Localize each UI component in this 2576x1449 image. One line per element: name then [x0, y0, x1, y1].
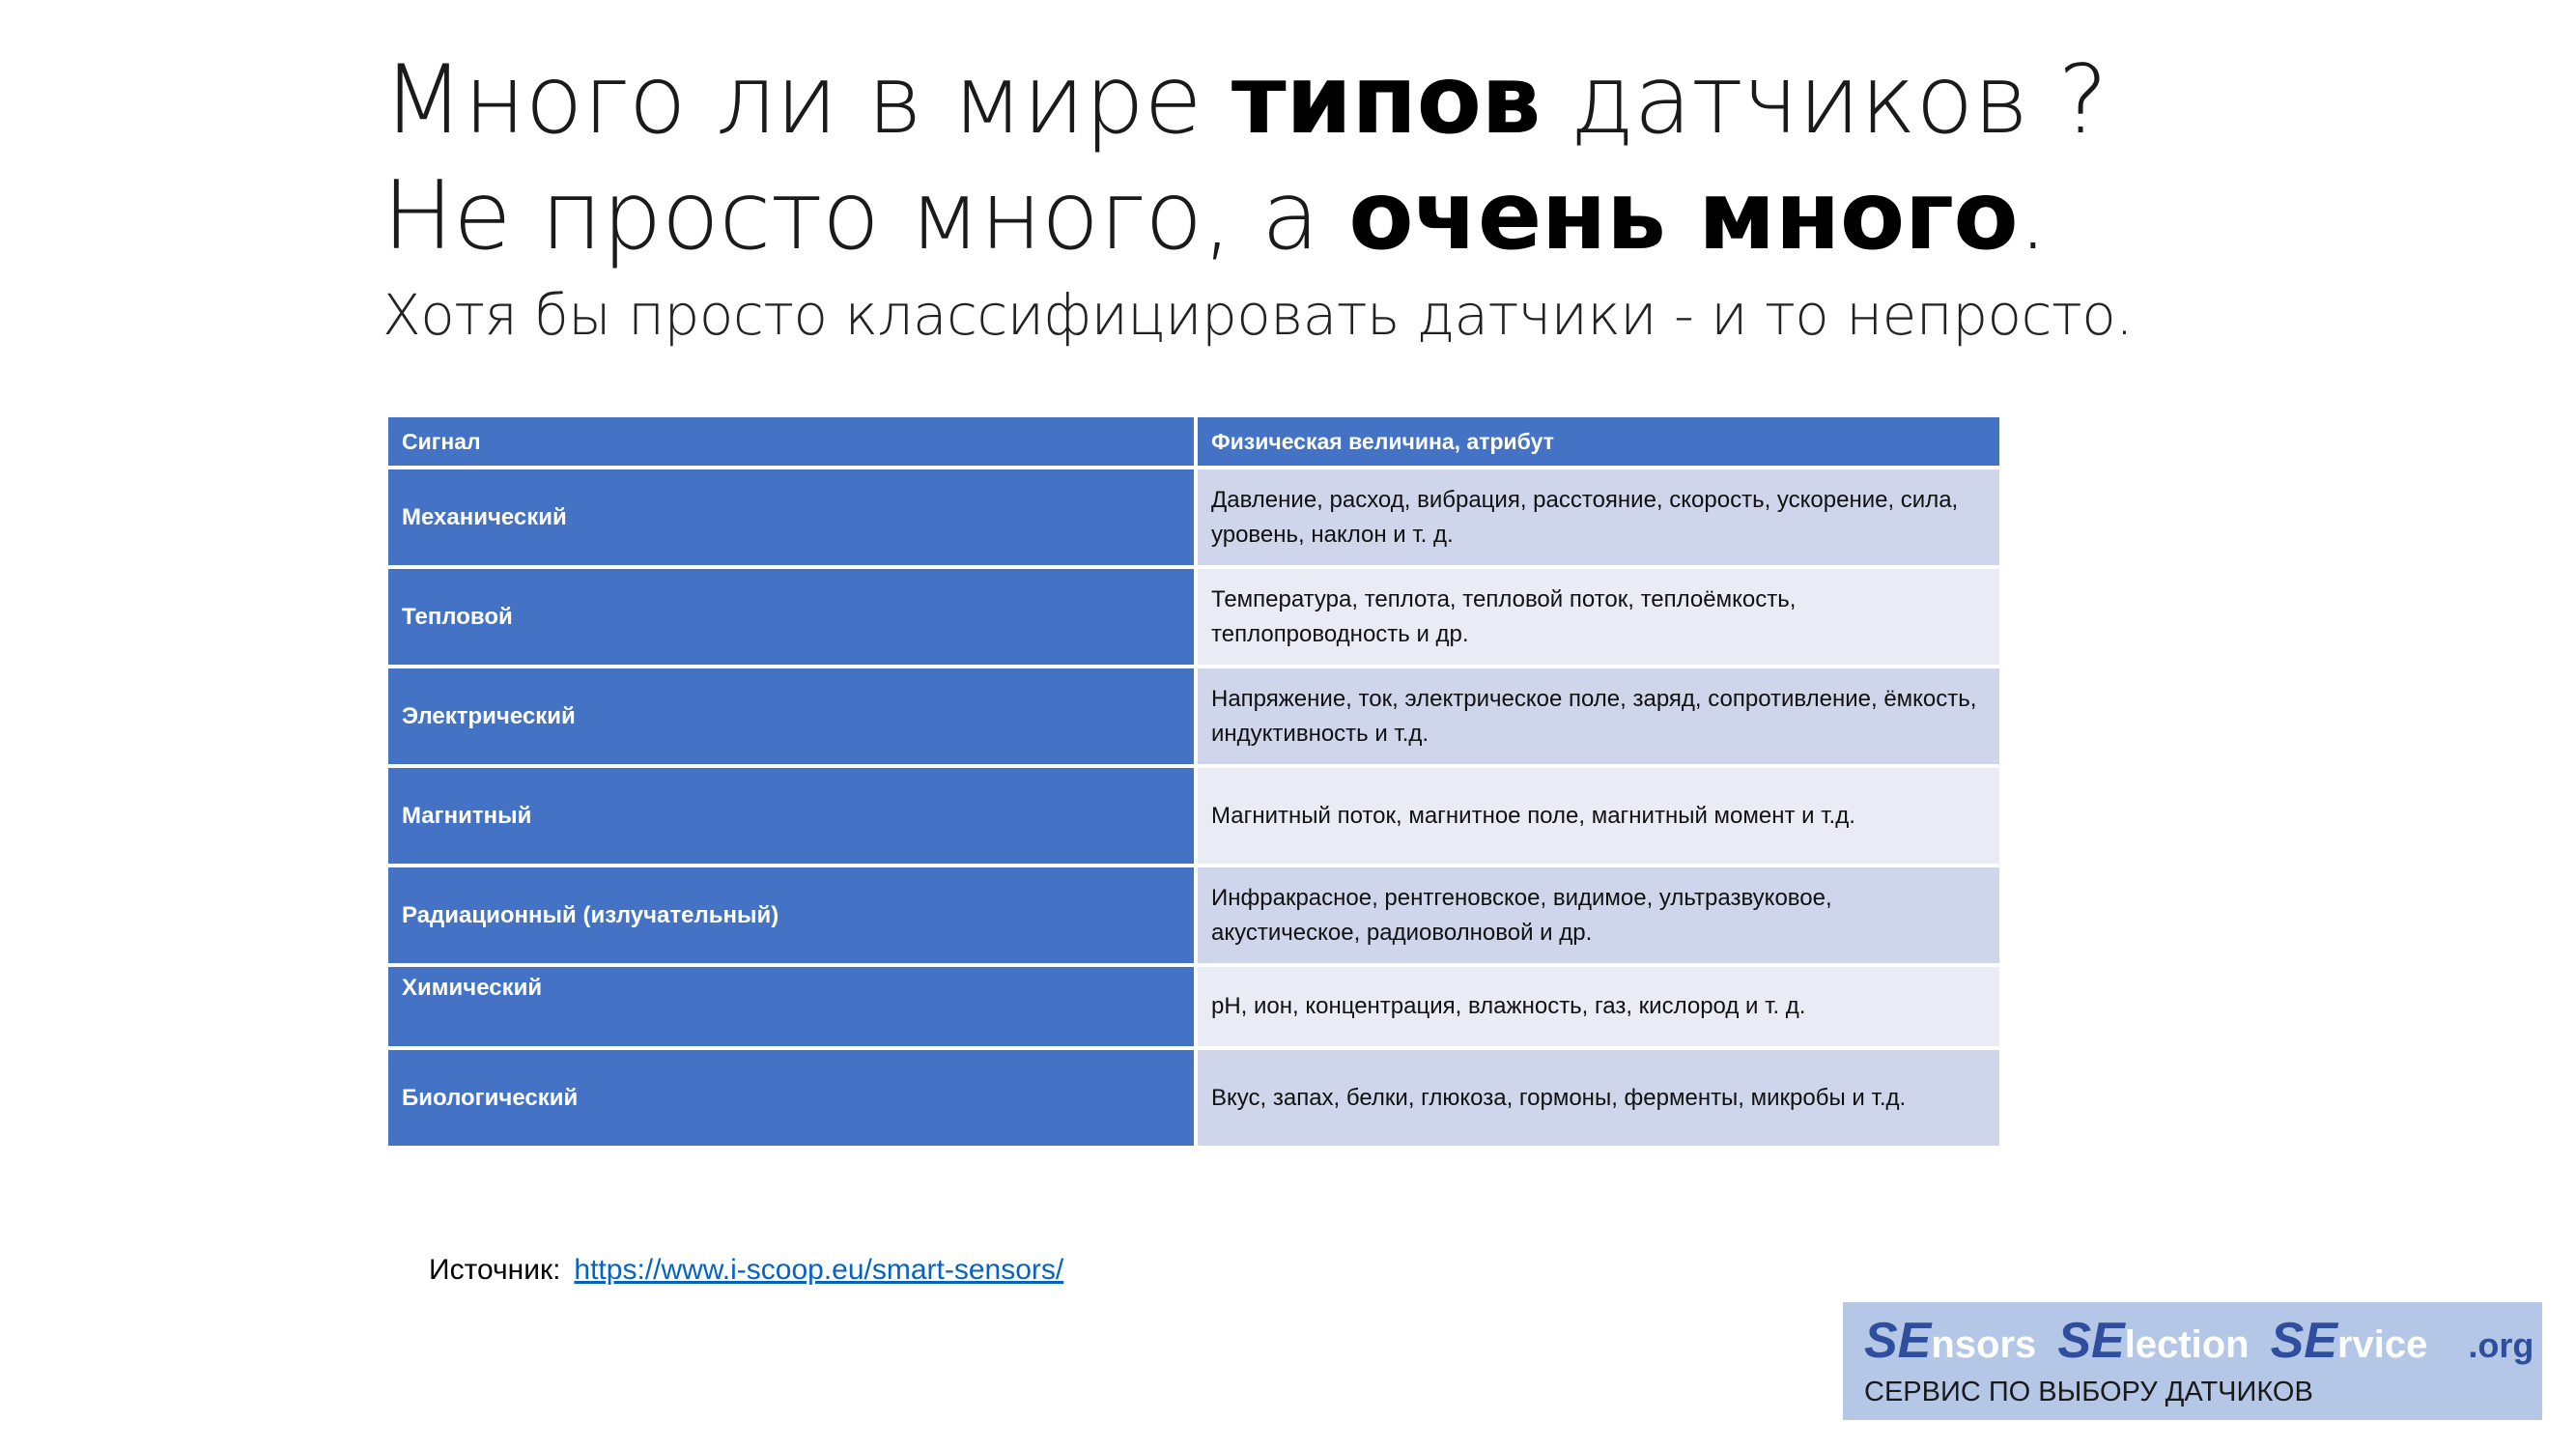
- logo-word-sensors: nsors: [1931, 1323, 2037, 1366]
- title-line-2-end: .: [2018, 161, 2048, 271]
- logo-word-service: rvice: [2336, 1323, 2428, 1366]
- header-signal: Сигнал: [388, 417, 1194, 466]
- logo-word-selection: lection: [2124, 1323, 2250, 1366]
- table-row: [388, 668, 1999, 764]
- table-row: [388, 967, 1999, 1046]
- source-label: Источник:: [429, 1254, 561, 1286]
- table-row: [388, 768, 1999, 864]
- signal-cell: Радиационный (излучательный): [388, 867, 1194, 963]
- logo-org: .org: [2468, 1325, 2534, 1365]
- table-row: [388, 569, 1999, 665]
- signal-cell: Тепловой: [388, 569, 1194, 665]
- title-line-2: [382, 158, 2507, 274]
- title-line-2-bold: очень много: [1348, 161, 2019, 271]
- logo-se-2: SE: [2057, 1313, 2125, 1369]
- logo-tagline: СЕРВИС ПО ВЫБОРУ ДАТЧИКОВ: [1864, 1377, 2313, 1407]
- table-row: [388, 1050, 1999, 1146]
- attribute-cell: Давление, расход, вибрация, расстояние, скорость, ускорение, сила, уровень, наклон и т. д.: [1198, 469, 1999, 565]
- attribute-cell: Вкус, запах, белки, глюкоза, гормоны, ферменты, микробы и т.д.: [1198, 1050, 1999, 1146]
- logo-se-3: SE: [2270, 1313, 2337, 1369]
- sensor-classification-table: [384, 413, 2003, 1150]
- signal-cell: Биологический: [388, 1050, 1194, 1146]
- signal-cell: Магнитный: [388, 768, 1194, 864]
- source-link[interactable]: https://www.i-scoop.eu/smart-sensors/: [574, 1254, 1064, 1286]
- attribute-cell: pH, ион, концентрация, влажность, газ, кислород и т. д.: [1198, 967, 1999, 1046]
- title-line-1: [382, 43, 2507, 158]
- table-row: [388, 867, 1999, 963]
- slide-title: [382, 43, 2507, 352]
- attribute-cell: Напряжение, ток, электрическое поле, заряд, сопротивление, ёмкость, индуктивность и т.д.: [1198, 668, 1999, 764]
- attribute-cell: Инфракрасное, рентгеновское, видимое, ультразвуковое, акустическое, радиоволновой и др.: [1198, 867, 1999, 963]
- attribute-cell: Температура, теплота, тепловой поток, теплоёмкость, теплопроводность и др.: [1198, 569, 1999, 665]
- signal-cell: Механический: [388, 469, 1194, 565]
- title-line-1-start: Много ли в мире: [382, 45, 1231, 156]
- table-row: [388, 469, 1999, 565]
- title-line-1-end: датчиков ?: [1540, 45, 2108, 156]
- source-note: [429, 1254, 1063, 1287]
- slide-subtitle: Хотя бы просто классифицировать датчики - и то непросто.: [382, 282, 2134, 348]
- title-line-1-bold: типов: [1231, 45, 1541, 156]
- signal-cell: Электрический: [388, 668, 1194, 764]
- logo-wordmark: [1864, 1313, 2542, 1371]
- logo-se-1: SE: [1864, 1313, 1932, 1369]
- header-attribute: Физическая величина, атрибут: [1198, 417, 1999, 466]
- attribute-cell: Магнитный поток, магнитное поле, магнитный момент и т.д.: [1198, 768, 1999, 864]
- table-header-row: [388, 417, 1999, 466]
- sensors-selection-service-logo: [1843, 1302, 2542, 1420]
- title-line-2-start: Не просто много, а: [382, 161, 1349, 271]
- signal-cell: Химический: [388, 967, 1194, 1046]
